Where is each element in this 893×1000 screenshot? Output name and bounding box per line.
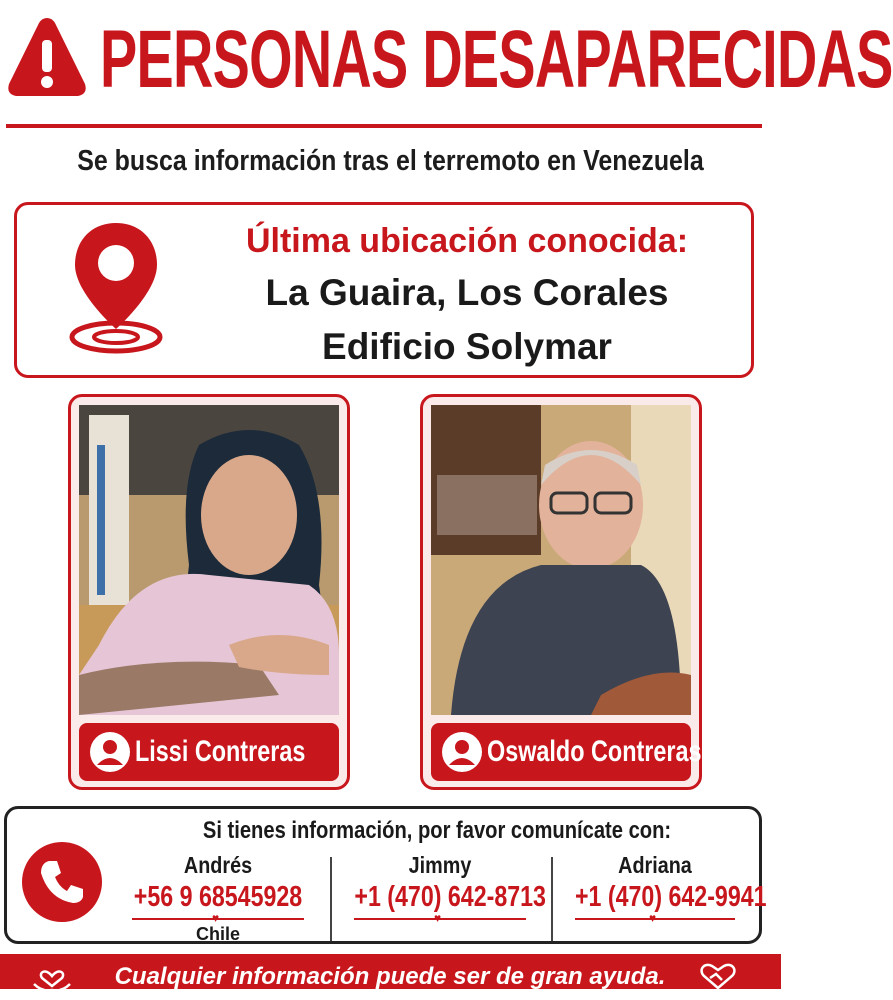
person-name: Lissi Contreras xyxy=(135,735,306,768)
contact-box xyxy=(4,806,767,944)
footer-message: Cualquier información puede ser de gran ayuda. xyxy=(114,963,666,990)
missing-person-card xyxy=(420,394,702,790)
divider xyxy=(330,857,332,941)
phone-icon xyxy=(19,839,105,925)
person-name-badge xyxy=(431,723,702,781)
handshake-heart-icon xyxy=(696,960,740,992)
person-name: Oswaldo Contreras xyxy=(487,735,702,768)
contact-name: Jimmy xyxy=(408,852,472,878)
location-heading: Última ubicación conocida: xyxy=(245,222,689,260)
location-pin-icon xyxy=(61,217,171,365)
contact-adriana xyxy=(555,851,767,943)
heart-icon: ♥ xyxy=(649,911,657,925)
location-line-1: La Guaira, Los Corales xyxy=(265,272,669,313)
footer-banner xyxy=(0,954,781,989)
contact-name: Andrés xyxy=(183,852,253,878)
person-photo xyxy=(79,405,339,715)
heart-icon: ♥ xyxy=(212,911,220,925)
location-line-2: Edificio Solymar xyxy=(322,326,612,367)
missing-person-card xyxy=(68,394,350,790)
heart-hand-icon xyxy=(32,962,72,992)
person-name-badge xyxy=(79,723,339,781)
last-location-box xyxy=(14,202,754,378)
heart-icon: ♥ xyxy=(434,911,442,925)
contact-phone[interactable]: +56 9 68545928 xyxy=(133,881,303,913)
heart-divider xyxy=(333,911,547,925)
contact-jimmy xyxy=(333,851,547,943)
contact-phone[interactable]: +1 (470) 642-9941 xyxy=(575,881,767,913)
person-icon xyxy=(441,731,483,773)
heart-divider xyxy=(555,911,755,925)
divider xyxy=(551,857,553,941)
contact-name: Adriana xyxy=(618,852,692,878)
page-subtitle: Se busca información tras el terremoto en Venezuela xyxy=(77,145,704,177)
contact-heading: Si tienes información, por favor comunícate con: xyxy=(202,817,672,844)
title-divider xyxy=(6,124,762,128)
contact-andres xyxy=(111,851,325,943)
heart-divider xyxy=(111,911,325,925)
warning-icon xyxy=(6,14,88,100)
person-photo xyxy=(431,405,691,715)
contact-phone[interactable]: +1 (470) 642-8713 xyxy=(354,881,546,913)
page-title: PERSONAS DESAPARECIDAS xyxy=(100,14,893,105)
person-icon xyxy=(89,731,131,773)
contact-country: Chile xyxy=(195,924,240,944)
header xyxy=(0,0,893,120)
